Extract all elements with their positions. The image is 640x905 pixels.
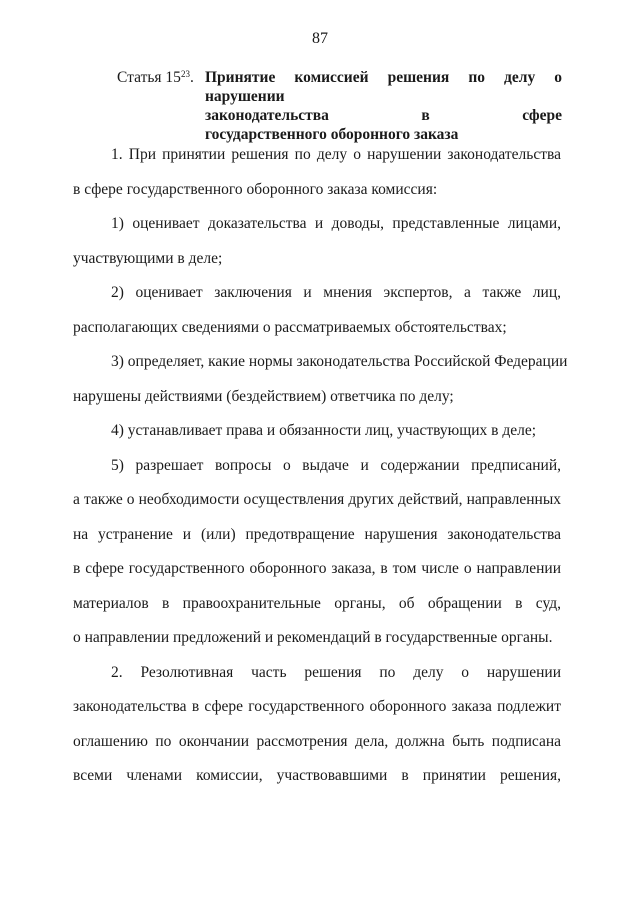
article-title — [205, 68, 562, 144]
page-number: 87 — [312, 30, 328, 47]
text-line: всеми членами комиссии, участвовавшими в принятии решения, — [73, 767, 561, 784]
paragraph-2 — [73, 656, 561, 794]
text-line: 1) оценивает доказательства и доводы, представленные лицами, — [111, 215, 561, 232]
article-label-prefix: Статья 15 — [117, 69, 181, 86]
text-line: 2) оценивает заключения и мнения экспертов, а также лиц, — [111, 284, 561, 301]
paragraph-1-item-5 — [73, 449, 561, 656]
text-line: участвующими в деле; — [73, 249, 223, 267]
text-line: законодательства в сфере государственного оборонного заказа подлежит — [73, 698, 561, 715]
article-label-superscript: 23 — [180, 69, 190, 79]
text-line: в сфере государственного оборонного заказа, в том числе о направлении — [73, 560, 561, 577]
paragraph-1 — [73, 138, 561, 207]
text-line: нарушены действиями (бездействием) ответчика по делу; — [73, 387, 454, 405]
text-line: на устранение и (или) предотвращение нарушения законодательства — [73, 525, 561, 543]
text-line: 1. При принятии решения по делу о нарушении законодательства — [111, 146, 561, 163]
article-label — [117, 68, 194, 87]
text-line: о направлении предложений и рекомендаций в государственные органы. — [73, 629, 553, 646]
text-line: 5) разрешает вопросы о выдаче и содержании предписаний, — [111, 456, 561, 474]
text-line: 3) определяет, какие нормы законодательства Российской Федерации — [111, 353, 568, 370]
text-line: а также о необходимости осуществления других действий, направленных — [73, 491, 561, 508]
text-line: 4) устанавливает права и обязанности лиц, участвующих в деле; — [111, 422, 537, 439]
article-body — [73, 138, 568, 794]
text-line: оглашению по окончании рассмотрения дела, должна быть подписана — [73, 732, 561, 750]
article-title-line: Принятие комиссией решения по делу о нарушении — [205, 69, 562, 105]
text-line: в сфере государственного оборонного заказа комиссия: — [73, 180, 438, 198]
paragraph-1-item-4 — [73, 414, 561, 449]
paragraph-1-item-1 — [73, 207, 561, 276]
text-line: 2. Резолютивная часть решения по делу о нарушении — [111, 663, 561, 681]
paragraph-1-item-3 — [73, 345, 568, 414]
text-line: материалов в правоохранительные органы, об обращении в суд, — [73, 594, 561, 612]
article-title-line: государственного оборонного заказа — [205, 126, 459, 143]
text-line: располагающих сведениями о рассматриваемых обстоятельствах; — [73, 318, 507, 336]
article-title-line: законодательства в сфере — [205, 107, 562, 124]
paragraph-1-item-2 — [73, 276, 561, 345]
article-label-suffix: . — [189, 69, 194, 86]
